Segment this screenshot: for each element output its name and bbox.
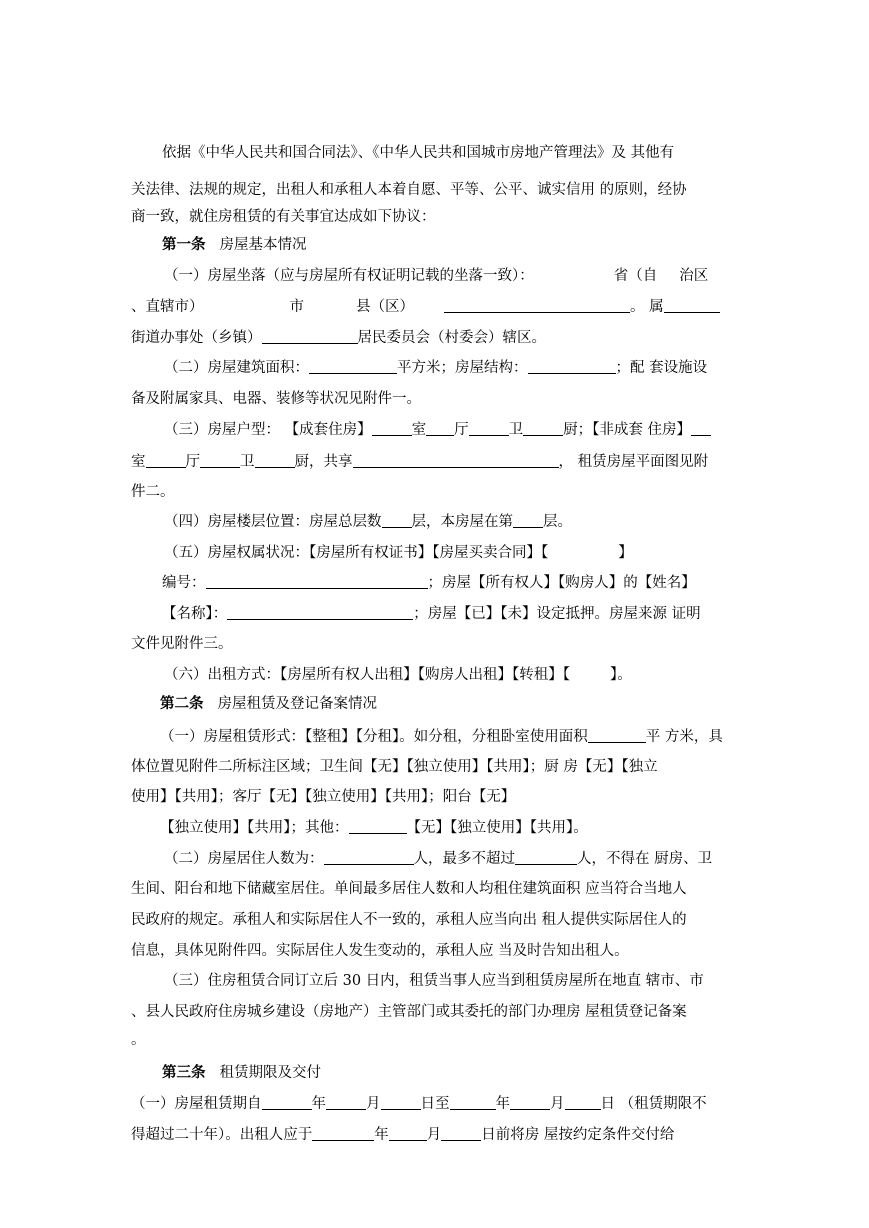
text: 体位置见附件二所标注区域；卫生间【无】【独立使用】【共用】；厨 房【无】【独立 [131,759,658,775]
text: （三）住房租赁合同订立后 30 日内，租赁当事人应当到租赁房屋所在地直 辖市、市 [164,973,704,989]
blank-field[interactable] [389,1125,427,1141]
blank-field[interactable] [349,818,407,834]
art2-p2-line-3 [131,910,687,930]
blank-field[interactable] [426,420,454,436]
art1-p2-line-2 [131,389,421,409]
blank-field[interactable] [441,1125,481,1141]
text: （一）房屋租赁形式：【整租】【分租】。如分租，分租卧室使用面积 [160,729,588,745]
intro-line-2 [131,180,687,200]
blank-field[interactable] [469,420,509,436]
text: 平方米；房屋结构： [397,360,528,376]
art1-p3-line-3 [131,482,175,502]
text: 关法律、法规的规定，出租人和承租人本着自愿、平等、公平、诚实信用 的原则，经协 [131,182,687,198]
text: 日前将房 屋按约定条件交付给 [481,1127,675,1143]
blank-field[interactable] [444,297,630,313]
art1-p1-line-1 [164,266,708,286]
text: 卫 [508,422,524,438]
art1-p5-line-4 [131,634,233,654]
blank-field[interactable] [515,849,577,865]
text: 厨；【非成套 住房】 [563,422,691,438]
text: （二）房屋建筑面积： [164,360,309,376]
blank-field[interactable] [528,358,616,374]
intro-line-1 [162,143,674,163]
blank-field[interactable] [381,1094,421,1110]
text: 年 [495,1096,510,1112]
art2-p3-line-2 [131,1002,687,1022]
text: 得超过二十年）。出租人应于 [131,1127,313,1143]
text: 】。 [610,667,632,683]
blank-field[interactable] [372,420,412,436]
text: 。 [131,1032,146,1048]
text: 月 [366,1096,381,1112]
text: 文件见附件三。 [131,636,233,652]
text: 厨，共享 [294,454,353,470]
text: 居民委员会（村委会）辖区。 [357,330,546,346]
text: 室 [131,454,146,470]
text: 依据《中华人民共和国合同法》、《中华人民共和国城市房地产管理法》及 其他有 [162,145,675,161]
blank-field[interactable] [691,420,711,436]
text: （五）房屋权属状况：【房屋所有权证书】【房屋买卖合同】【 [164,545,549,561]
text: 备及附属家具、电器、装修等状况见附件一。 [131,391,421,407]
text: 平 方米，具 [645,729,723,745]
art1-p1-line-2 [131,297,720,317]
blank-field[interactable] [255,452,295,468]
art2-p1-line-1 [160,727,723,747]
text: 使用】【共用】；客厅【无】【独立使用】【共用】；阳台【无】 [131,789,516,805]
blank-field[interactable] [206,573,428,589]
art1-p5-line-2 [162,573,696,593]
art2-p2-line-4 [131,941,629,961]
article-title: 房屋基本情况 [219,237,307,253]
art2-p2-line-2 [131,879,687,899]
article-number: 第二条 [160,695,204,712]
art1-p3-line-2 [131,452,708,472]
art1-p3-line-1 [164,420,711,440]
art1-p5-line-1 [164,543,633,563]
text: （六）出租方式：【房屋所有权人出租】【购房人出租】【转租】【 [164,667,570,683]
text: 【无】【独立使用】【共用】。 [406,820,588,836]
blank-field[interactable] [450,1094,496,1110]
text: 民政府的规定。承租人和实际居住人不一致的，承租人应当向出 租人提供实际居住人的 [131,912,687,928]
blank-field[interactable] [513,512,543,528]
text: 【名称】： [162,606,228,622]
art3-p1-line-1 [131,1094,707,1114]
text: 日至 [420,1096,450,1112]
blank-field[interactable] [324,849,414,865]
text: 年 [374,1127,389,1143]
blank-field[interactable] [309,358,397,374]
text: （一）房屋租赁期自 [131,1096,262,1112]
text: 厅 [454,422,469,438]
art1-p1-line-3 [131,328,546,348]
text: （三）房屋户型： 【成套住房】 [164,422,372,438]
blank-field[interactable] [565,1094,601,1110]
text: 【独立使用】【共用】；其他： [160,820,349,836]
article-title: 房屋租赁及登记备案情况 [217,696,377,712]
art2-p2-line-1 [164,849,712,869]
text: （二）房屋居住人数为： [164,851,324,867]
blank-field[interactable] [326,1094,366,1110]
blank-field[interactable] [227,604,413,620]
text: 县（区） [356,299,414,315]
blank-field[interactable] [382,512,412,528]
text: ， 租赁房屋平面图见附 [558,454,709,470]
blank-field[interactable] [523,420,563,436]
blank-field[interactable] [312,1125,374,1141]
text: 、直辖市） [131,299,204,315]
text: 件二。 [131,484,175,500]
article-title: 租赁期限及交付 [219,1065,321,1081]
text: 。 属 [630,299,664,315]
intro-line-3 [131,207,436,227]
text: 编号： [162,575,206,591]
text: （四）房屋楼层位置：房屋总层数 [164,514,382,530]
blank-field[interactable] [262,1094,312,1110]
text: ；房屋【所有权人】【购房人】的【姓名】 [427,575,696,591]
text: （一）房屋坐落（应与房屋所有权证明记载的坐落一致）： [164,268,534,284]
text: ；配 套设施设 [615,360,708,376]
text: 、县人民政府住房城乡建设（房地产）主管部门或其委托的部门办理房 屋租赁登记备案 [131,1004,687,1020]
art2-p1-line-3 [131,787,515,807]
blank-field[interactable] [262,328,358,344]
text: 年 [311,1096,326,1112]
text: 信息，具体见附件四。实际居住人发生变动的，承租人应 当及时告知出租人。 [131,943,629,959]
article-2-heading [160,694,377,714]
art1-p4-line-1 [164,512,572,532]
blank-field[interactable] [588,727,646,743]
article-1-heading [162,235,307,255]
text: 人，最多不超过 [413,851,515,867]
text: 月 [550,1096,565,1112]
art2-p3-line-1 [164,971,704,991]
blank-field[interactable] [353,452,559,468]
blank-field[interactable] [146,452,186,468]
text: 厅 [185,454,200,470]
text: 街道办事处（乡镇） [131,330,262,346]
art2-p1-line-2 [131,757,658,777]
text: 卫 [240,454,255,470]
art1-p5-line-3 [162,604,701,624]
text: 层。 [543,514,572,530]
blank-field[interactable] [664,297,720,313]
text: 人，不得在 厨房、卫 [577,851,713,867]
text: 层，本房屋在第 [411,514,513,530]
text: 月 [426,1127,442,1143]
blank-field[interactable] [200,452,240,468]
text: ；房屋【已】【未】设定抵押。房屋来源 证明 [413,606,701,622]
article-number: 第三条 [162,1064,206,1081]
art3-p1-line-2 [131,1125,674,1145]
text: 省（自 [613,268,658,284]
text: 市 [289,299,304,315]
art1-p6-line-1 [164,665,632,685]
art1-p2-line-1 [164,358,707,378]
text: 室 [411,422,427,438]
art2-p1-line-4 [160,818,588,838]
text: 治区 [679,268,709,284]
text: 】 [618,545,633,561]
article-number: 第一条 [162,236,206,253]
text: 生间、阳台和地下储藏室居住。单间最多居住人数和人均租住建筑面积 应当符合当地人 [131,881,687,897]
blank-field[interactable] [510,1094,550,1110]
article-3-heading [162,1063,321,1083]
text: 商一致，就住房租赁的有关事宜达成如下协议： [131,209,436,225]
art2-p3-line-3 [131,1030,146,1050]
text: 日 （租赁期限不 [600,1096,707,1112]
